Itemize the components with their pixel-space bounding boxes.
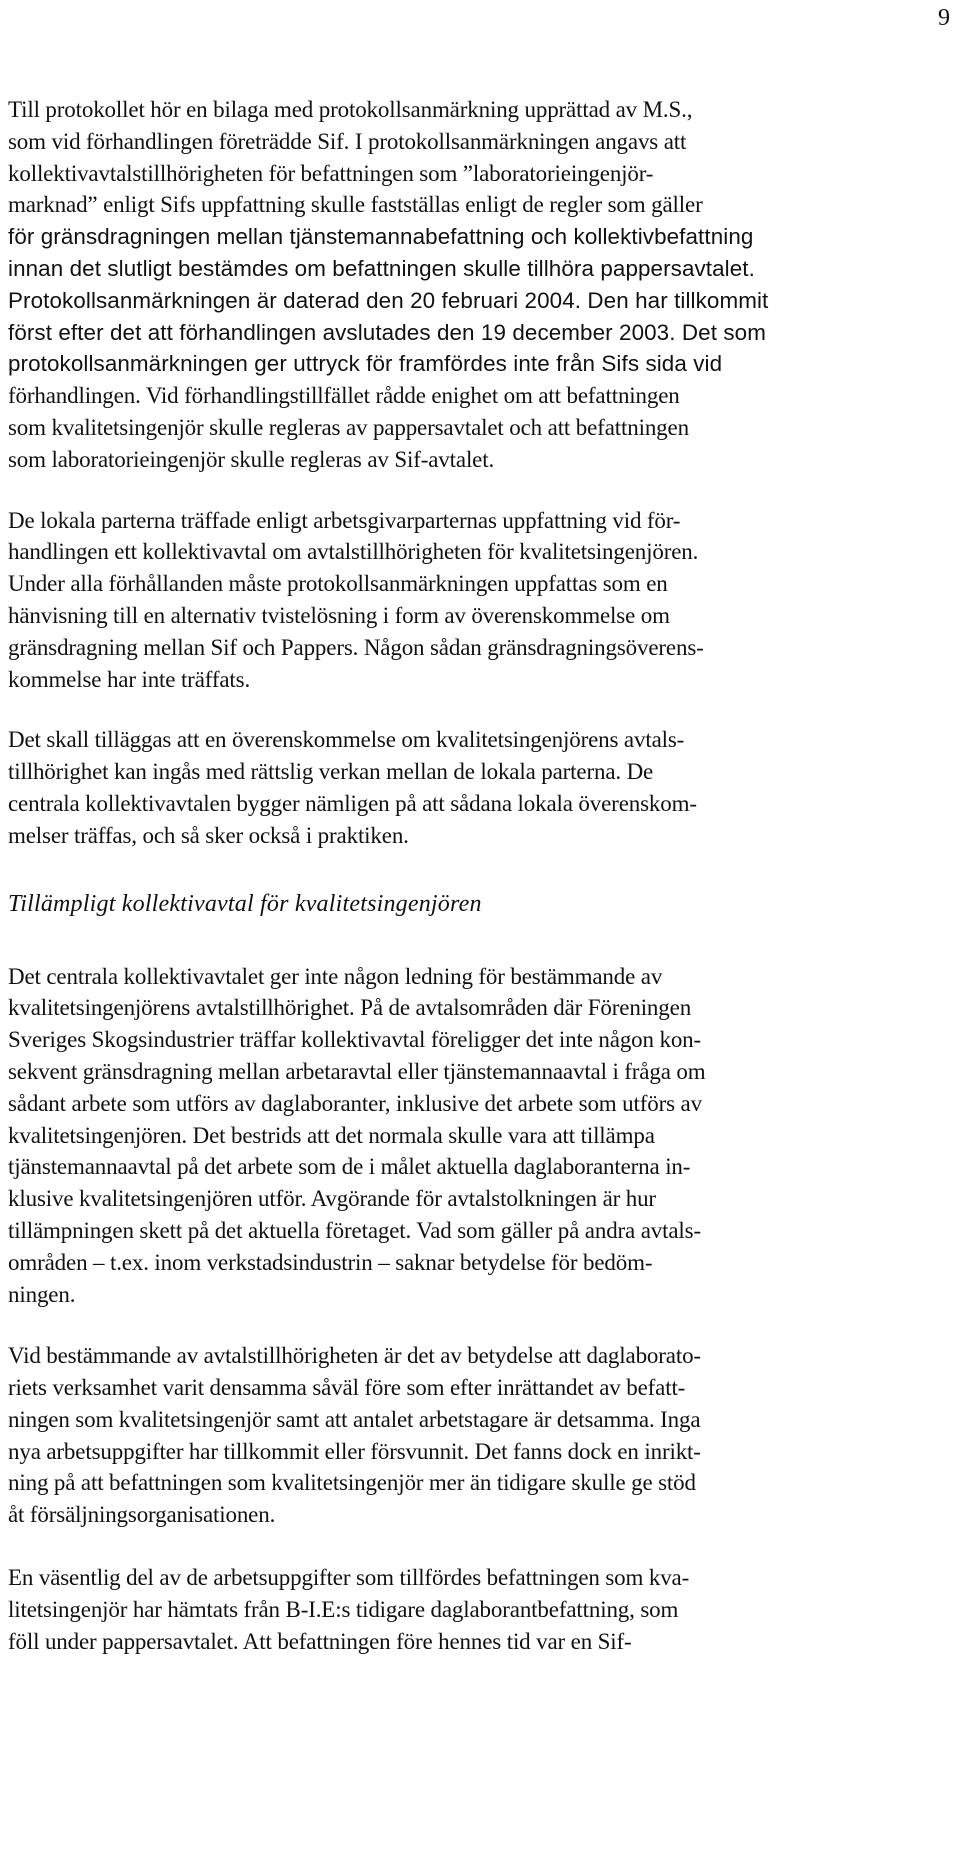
text-line: åt försäljningsorganisationen. [8,1502,276,1528]
text-line: för gränsdragningen mellan tjänstemannabefattning och kollektivbefattning [8,224,754,250]
text-line: ningen som kvalitetsingenjör samt att antalet arbetstagare är detsamma. Inga [8,1406,701,1432]
text-line: riets verksamhet varit densamma såväl före som efter inrättandet av befatt- [8,1375,686,1401]
text-line: Det centrala kollektivavtalet ger inte någon ledning för bestämmande av [8,963,663,989]
text-line: som kvalitetsingenjör skulle regleras av pappersavtalet och att befattningen [8,414,689,440]
text-line: kommelse har inte träffats. [8,666,251,692]
text-line: ning på att befattningen som kvalitetsingenjör mer än tidigare skulle ge stöd [8,1470,696,1496]
text-line: gränsdragning mellan Sif och Pappers. Någon sådan gränsdragningsöverens- [8,634,704,660]
text-line: kollektivavtalstillhörigheten för befattningen som ”laboratorieingenjör- [8,160,654,186]
text-line: litetsingenjör har hämtats från B-I.E:s tidigare daglaborantbefattning, som [8,1596,679,1622]
paragraph-avtalstillhorighet [8,1340,936,1531]
text-line: En väsentlig del av de arbetsuppgifter som tillfördes befattningen som kva- [8,1565,690,1591]
document-body [8,94,936,1689]
text-line: centrala kollektivavtalen bygger nämligen på att sådana lokala överenskom- [8,790,697,816]
text-line: som vid förhandlingen företrädde Sif. I protokollsanmärkningen angavs att [8,128,687,154]
text-line: Till protokollet hör en bilaga med protokollsanmärkning upprättad av M.S., [8,97,693,122]
text-line: tillhörighet kan ingås med rättslig verkan mellan de lokala parterna. De [8,759,654,785]
paragraph-centrala-kollektivavtalet [8,961,936,1311]
text-line: De lokala parterna träffade enligt arbetsgivarparternas uppfattning vid för- [8,507,681,533]
text-line: innan det slutligt bestämdes om befattningen skulle tillhöra pappersavtalet. [8,255,755,281]
paragraph-vasentlig-del [8,1562,936,1657]
paragraph-lokala-parterna [8,505,936,696]
text-line: som laboratorieingenjör skulle regleras av Sif-avtalet. [8,446,495,472]
text-line: områden – t.ex. inom verkstadsindustrin – saknar betydelse för bedöm- [8,1249,653,1275]
paragraph-protocol-bilaga [8,94,936,476]
text-line: klusive kvalitetsingenjören utför. Avgörande för avtalstolkningen är hur [8,1186,656,1212]
text-line: sådant arbete som utförs av daglaboranter, inklusive det arbete som utförs av [8,1090,702,1116]
text-line: Sveriges Skogsindustrier träffar kollektivavtal föreligger det inte någon kon- [8,1027,702,1053]
text-line: föll under pappersavtalet. Att befattningen före hennes tid var en Sif- [8,1628,632,1654]
text-line: Det skall tilläggas att en överenskommelse om kvalitetsingenjörens avtals- [8,727,685,753]
text-line: handlingen ett kollektivavtal om avtalstillhörigheten för kvalitetsingenjören. [8,539,699,565]
text-line: nya arbetsuppgifter har tillkommit eller försvunnit. Det fanns dock en inrikt- [8,1438,701,1464]
text-line: Under alla förhållanden måste protokollsanmärkningen uppfattas som en [8,571,668,597]
text-line: kvalitetsingenjören. Det bestrids att det normala skulle vara att tillämpa [8,1122,655,1148]
text-line: melser träffas, och så sker också i praktiken. [8,822,409,848]
text-line: protokollsanmärkningen ger uttryck för framfördes inte från Sifs sida vid [8,351,723,377]
text-line: tjänstemannaavtal på det arbete som de i målet aktuella daglaboranterna in- [8,1154,691,1180]
text-line: först efter det att förhandlingen avslutades den 19 december 2003. Det som [8,319,766,345]
text-line: hänvisning till en alternativ tvistelösning i form av överenskommelse om [8,602,670,628]
text-line: förhandlingen. Vid förhandlingstillfället rådde enighet om att befattningen [8,383,680,409]
section-heading: Tillämpligt kollektivavtal för kvalitetsingenjören [8,890,482,917]
page-number: 9 [938,5,950,31]
text-line: sekvent gränsdragning mellan arbetaravtal eller tjänstemannaavtal i fråga om [8,1058,706,1084]
text-line: Protokollsanmärkningen är daterad den 20 februari 2004. Den har tillkommit [8,287,769,313]
text-line: Vid bestämmande av avtalstillhörigheten är det av betydelse att daglaborato- [8,1343,701,1369]
paragraph-tillaggas [8,724,936,851]
text-line: ningen. [8,1281,76,1307]
text-line: marknad” enligt Sifs uppfattning skulle fastställas enligt de regler som gäller [8,192,703,218]
text-line: kvalitetsingenjörens avtalstillhörighet. På de avtalsområden där Föreningen [8,995,692,1021]
text-line: tillämpningen skett på det aktuella företaget. Vad som gäller på andra avtals- [8,1217,701,1243]
